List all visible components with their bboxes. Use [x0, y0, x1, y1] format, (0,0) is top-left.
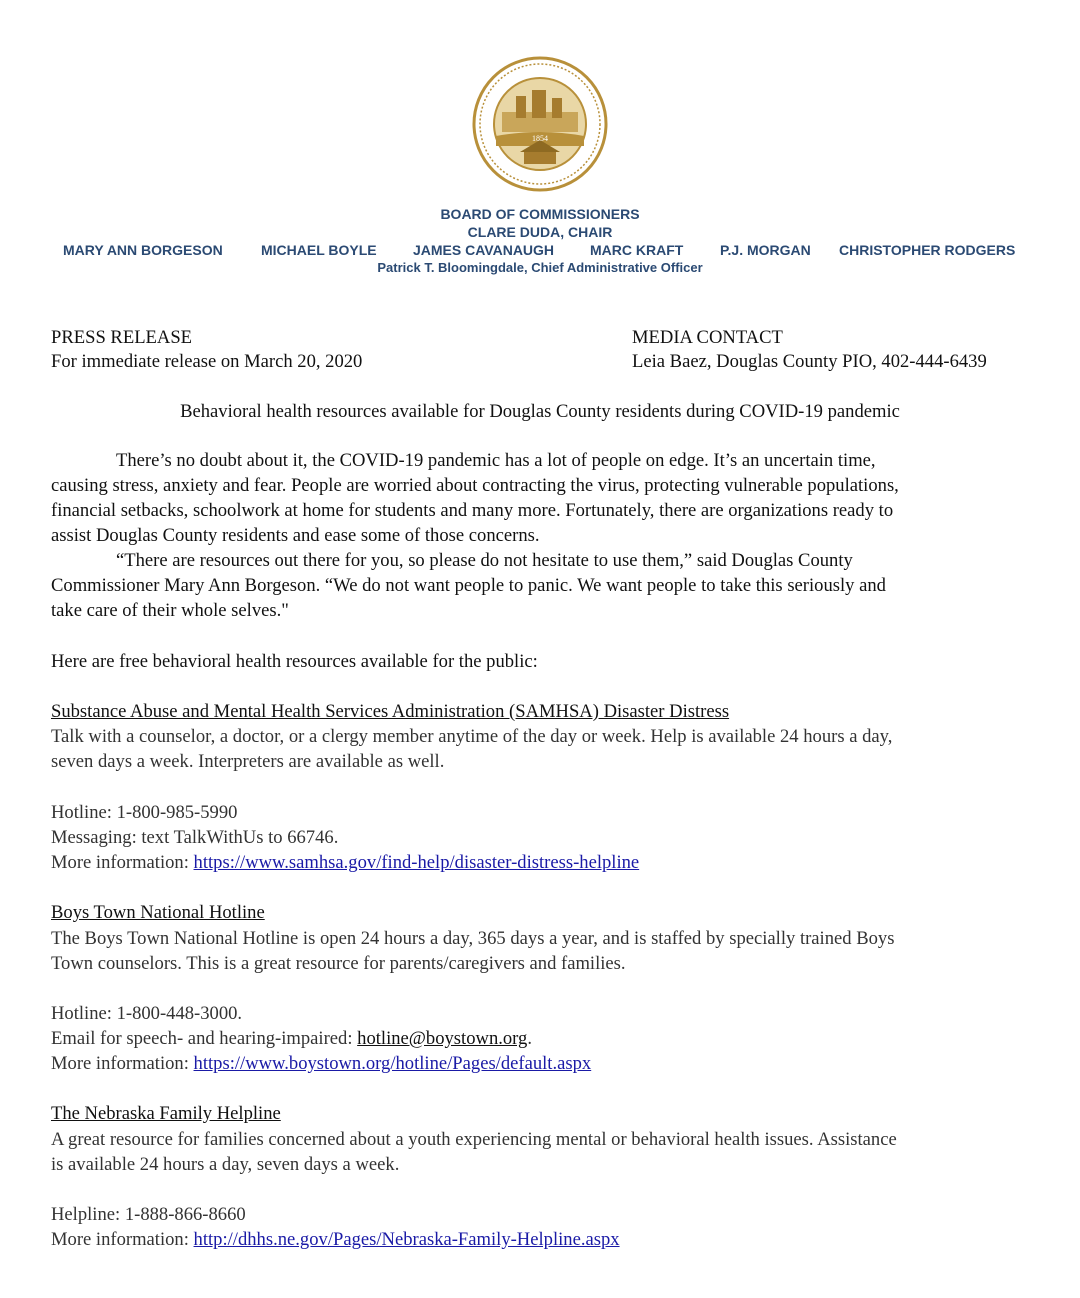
douglas-county-seal	[472, 56, 608, 192]
email-suffix: .	[527, 1028, 532, 1049]
hotline-number: Hotline: 1-800-448-3000.	[51, 1003, 243, 1024]
member-name: MICHAEL BOYLE	[261, 242, 377, 258]
member-name: MARY ANN BORGESON	[63, 242, 223, 258]
messaging-info: Messaging: text TalkWithUs to 66746.	[51, 827, 339, 848]
more-info-label: More information:	[51, 1229, 194, 1250]
member-name: CHRISTOPHER RODGERS	[839, 242, 1016, 258]
email-label: Email for speech- and hearing-impaired:	[51, 1028, 358, 1049]
intro-line: causing stress, anxiety and fear. People are worried about contracting the virus, protecting vulnerable populations,	[51, 475, 899, 496]
more-info-label: More information:	[51, 1053, 194, 1074]
resource-desc: Town counselors. This is a great resource for parents/caregivers and families.	[51, 953, 626, 974]
resource-desc: is available 24 hours a day, seven days a week.	[51, 1154, 400, 1175]
seal-year: 1854	[532, 134, 548, 143]
quote-line: “There are resources out there for you, so please do not hesitate to use them,” said Douglas County	[116, 550, 853, 571]
page-title: Behavioral health resources available for Douglas County residents during COVID-19 pandemic	[180, 401, 900, 422]
member-name: P.J. MORGAN	[720, 242, 811, 258]
resource-desc: Talk with a counselor, a doctor, or a clergy member anytime of the day or week. Help is available 24 hours a day,	[51, 726, 893, 747]
release-date: For immediate release on March 20, 2020	[51, 351, 363, 372]
resource-heading-nebraska-helpline: The Nebraska Family Helpline	[51, 1103, 281, 1124]
media-contact-label: MEDIA CONTACT	[632, 327, 783, 348]
resource-heading-samhsa: Substance Abuse and Mental Health Services Administration (SAMHSA) Disaster Distress	[51, 701, 730, 722]
more-info-line	[51, 1227, 620, 1252]
nebraska-helpline-link[interactable]: http://dhhs.ne.gov/Pages/Nebraska-Family-Helpline.aspx	[193, 1229, 620, 1250]
resource-desc: seven days a week. Interpreters are available as well.	[51, 751, 445, 772]
samhsa-link[interactable]: https://www.samhsa.gov/find-help/disaster-distress-helpline	[193, 852, 640, 873]
intro-line: financial setbacks, schoolwork at home for students and many more. Fortunately, there are organizations ready to	[51, 500, 894, 521]
press-release-label: PRESS RELEASE	[51, 327, 193, 348]
board-title: BOARD OF COMMISSIONERS	[440, 206, 640, 222]
more-info-label: More information:	[51, 852, 194, 873]
intro-line: assist Douglas County residents and ease some of those concerns.	[51, 525, 540, 546]
member-name: JAMES CAVANAUGH	[413, 242, 555, 258]
quote-line: take care of their whole selves."	[51, 600, 289, 621]
board-chair: CLARE DUDA, CHAIR	[467, 224, 613, 240]
more-info-line	[51, 850, 639, 875]
helpline-number: Helpline: 1-888-866-8660	[51, 1204, 246, 1225]
email-line	[51, 1026, 532, 1051]
email-address[interactable]: hotline@boystown.org	[357, 1028, 528, 1049]
intro-line: There’s no doubt about it, the COVID-19 pandemic has a lot of people on edge. It’s an uncertain time,	[116, 450, 876, 471]
resource-desc: The Boys Town National Hotline is open 24 hours a day, 365 days a year, and is staffed by specially trained Boys	[51, 928, 895, 949]
media-contact: Leia Baez, Douglas County PIO, 402-444-6439	[632, 351, 987, 372]
chief-admin-officer: Patrick T. Bloomingdale, Chief Administrative Officer	[377, 260, 703, 275]
quote-line: Commissioner Mary Ann Borgeson. “We do not want people to panic. We want people to take this seriously and	[51, 575, 886, 596]
boys-town-link[interactable]: https://www.boystown.org/hotline/Pages/default.aspx	[193, 1053, 592, 1074]
resources-heading: Here are free behavioral health resources available for the public:	[51, 651, 538, 672]
resource-desc: A great resource for families concerned about a youth experiencing mental or behavioral health issues. Assistance	[51, 1129, 897, 1150]
member-name: MARC KRAFT	[590, 242, 684, 258]
hotline-number: Hotline: 1-800-985-5990	[51, 802, 238, 823]
resource-heading-boys-town: Boys Town National Hotline	[51, 902, 265, 923]
more-info-line	[51, 1051, 591, 1076]
